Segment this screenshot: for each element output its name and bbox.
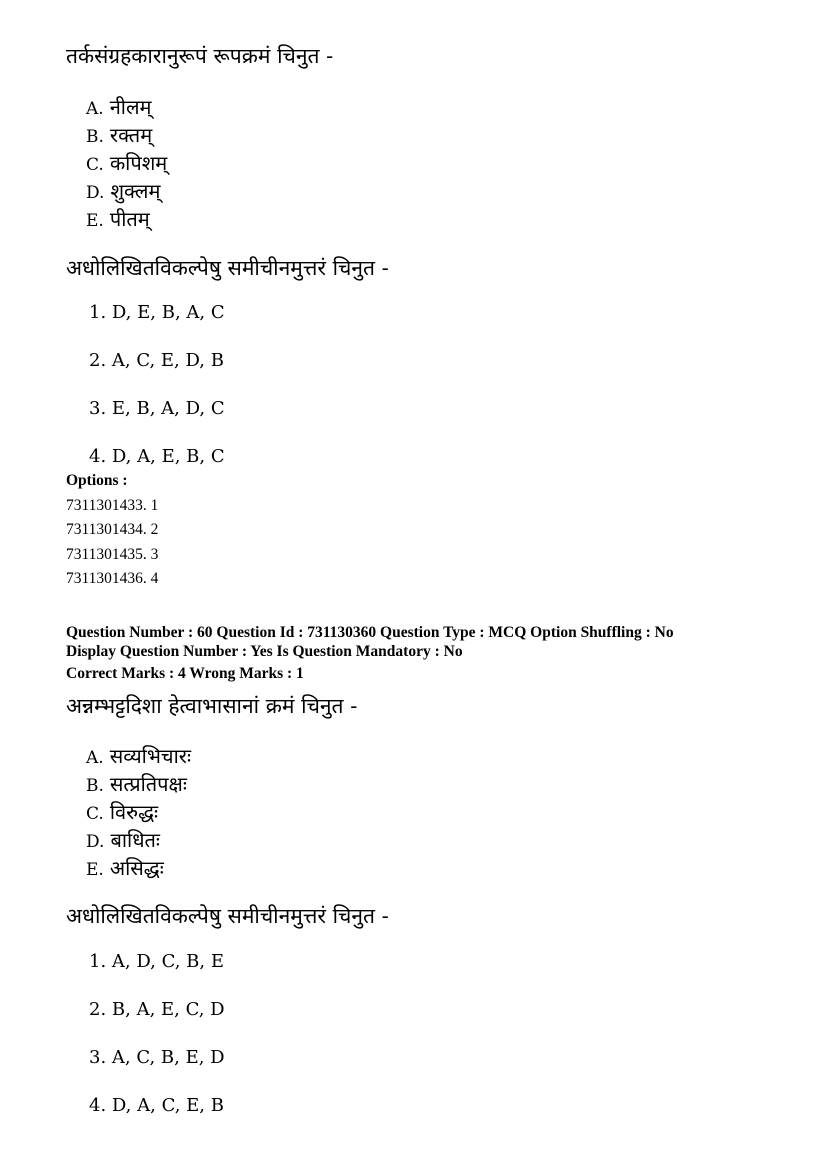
- item-letter: A.: [86, 99, 104, 119]
- q60-answer-3: 3. A, C, B, E, D: [89, 1047, 225, 1068]
- item-letter: E.: [86, 860, 104, 880]
- q60-answer-4: 4. D, A, C, E, B: [89, 1095, 224, 1116]
- q59-option-4: 7311301436. 4: [66, 570, 159, 587]
- q59-options-label: Options :: [66, 472, 128, 489]
- q59-item-e: [86, 205, 150, 232]
- q60-choose-instruction: अधोलिखितविकल्पेषु समीचीनमुत्तरं चिनुत -: [66, 904, 389, 928]
- item-text: सव्यभिचारः: [109, 744, 191, 768]
- q60-item-a: [86, 742, 191, 769]
- item-text: रक्तम्: [109, 123, 153, 147]
- q59-answer-3: 3. E, B, A, D, C: [89, 398, 225, 419]
- item-text: सत्प्रतिपक्षः: [109, 772, 187, 796]
- item-text: शुक्लम्: [110, 179, 161, 203]
- item-letter: A.: [86, 748, 104, 768]
- q59-option-3: 7311301435. 3: [66, 546, 159, 563]
- item-letter: E.: [86, 211, 104, 231]
- q60-answer-2: 2. B, A, E, C, D: [89, 999, 225, 1020]
- q60-meta-line-3: Correct Marks : 4 Wrong Marks : 1: [66, 665, 304, 682]
- q59-answer-4: 4. D, A, E, B, C: [89, 446, 225, 467]
- q60-item-c: [86, 798, 158, 825]
- q59-item-a: [86, 93, 152, 120]
- q60-item-d: [86, 826, 160, 853]
- item-letter: D.: [86, 832, 105, 852]
- q60-meta-line-2: Display Question Number : Yes Is Question Mandatory : No: [66, 643, 463, 660]
- q59-answer-2: 2. A, C, E, D, B: [89, 350, 224, 371]
- item-letter: D.: [86, 183, 105, 203]
- item-text: पीतम्: [109, 207, 150, 231]
- q60-item-e: [86, 854, 164, 881]
- item-text: नीलम्: [109, 95, 152, 119]
- q59-choose-instruction: अधोलिखितविकल्पेषु समीचीनमुत्तरं चिनुत -: [66, 256, 389, 280]
- item-letter: B.: [86, 127, 104, 147]
- q59-answer-1: 1. D, E, B, A, C: [89, 302, 225, 323]
- item-text: कपिशम्: [109, 151, 168, 175]
- q59-stem: तर्कसंग्रहकारानुरूपं रूपक्रमं चिनुत -: [66, 44, 334, 68]
- item-text: बाधितः: [110, 828, 160, 852]
- q60-stem: अन्नम्भट्टदिशा हेत्वाभासानां क्रमं चिनुत -: [66, 694, 358, 718]
- q60-answer-1: 1. A, D, C, B, E: [89, 951, 224, 972]
- q59-option-1: 7311301433. 1: [66, 497, 159, 514]
- item-letter: B.: [86, 776, 104, 796]
- item-text: असिद्धः: [109, 856, 164, 880]
- q60-item-b: [86, 770, 187, 797]
- q60-meta-line-1: Question Number : 60 Question Id : 731130360 Question Type : MCQ Option Shuffling : No: [66, 624, 674, 641]
- item-text: विरुद्धः: [109, 800, 159, 824]
- q59-item-c: [86, 149, 167, 176]
- q59-item-d: [86, 177, 160, 204]
- item-letter: C.: [86, 804, 104, 824]
- q59-option-2: 7311301434. 2: [66, 521, 159, 538]
- q59-item-b: [86, 121, 152, 148]
- item-letter: C.: [86, 155, 104, 175]
